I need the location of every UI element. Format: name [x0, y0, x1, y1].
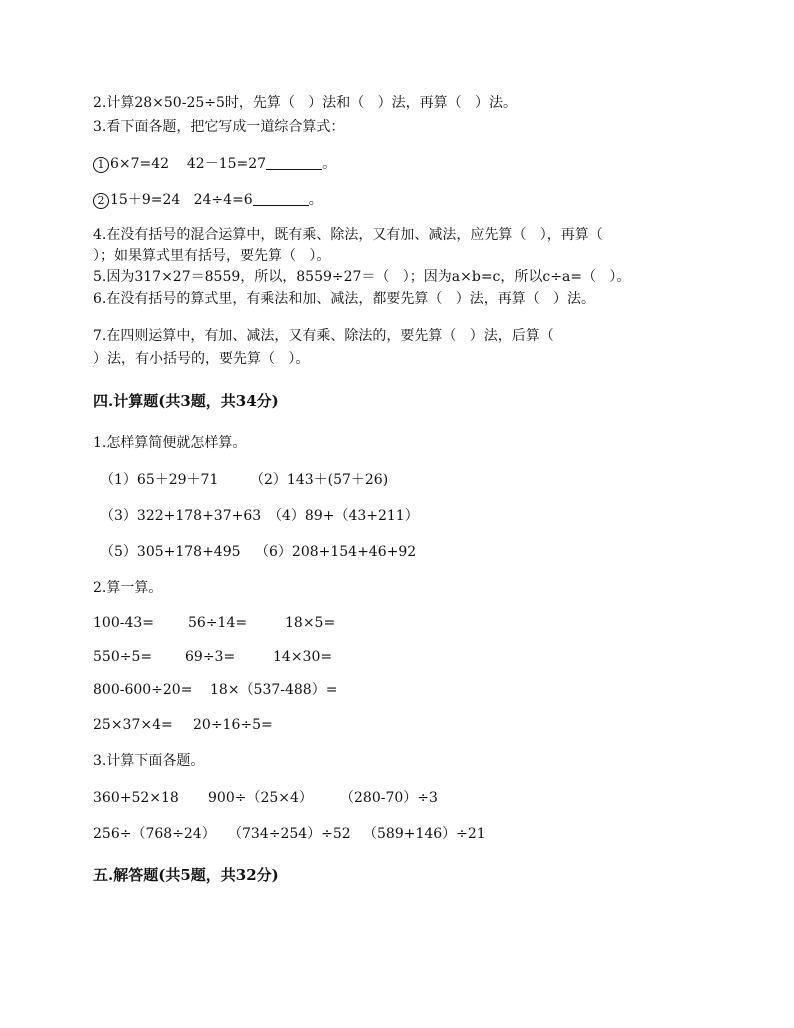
item-2-expression: 15＋9=24 24÷4=6: [110, 192, 253, 208]
question-3-3-item-2: [93, 191, 323, 209]
question-3-4-line-2: ）；如果算式里有括号，要先算（ ）。: [93, 248, 331, 264]
question-4-2-item: 800-600÷20=: [93, 682, 193, 698]
question-4-2-title: 2.算一算。: [93, 580, 163, 596]
question-4-1-item: （6）208+154+46+92: [255, 544, 417, 560]
question-3-5: 5.因为317×27＝8559，所以，8559÷27＝（ ）；因为a×b=c，所以c÷a=（ ）。: [93, 269, 631, 285]
answer-blank: [266, 155, 322, 170]
question-4-1-item: （4）89+（43+211）: [268, 508, 419, 524]
question-4-2-item: 69÷3=: [185, 649, 236, 665]
question-4-1-item: （3）322+178+37+63: [100, 508, 262, 524]
question-4-3-item: （589+146）÷21: [363, 826, 486, 842]
question-3-2: 2.计算28×50-25÷5时，先算（ ）法和（ ）法，再算（ ）法。: [93, 95, 517, 111]
section-heading-5: 五.解答题(共5题，共32分): [93, 866, 279, 884]
answer-blank: [253, 191, 309, 206]
circled-number-2: 2: [93, 193, 109, 209]
item-1-expression: 6×7=42 42－15=27: [110, 156, 267, 172]
circled-number-1: 1: [93, 157, 109, 173]
question-4-1-title: 1.怎样算简便就怎样算。: [93, 435, 247, 451]
section-heading-4: 四.计算题(共3题，共34分): [93, 392, 279, 410]
item-1-period: 。: [322, 156, 337, 172]
question-4-3-item: 256÷（768÷24）: [93, 826, 216, 842]
question-3-4-line-1: 4.在没有括号的混合运算中，既有乘、除法，又有加、减法，应先算（ ），再算（: [93, 227, 603, 243]
question-3-6: 6.在没有括号的算式里，有乘法和加、减法，都要先算（ ）法，再算（ ）法。: [93, 291, 596, 307]
question-3-3: 3.看下面各题，把它写成一道综合算式：: [93, 119, 345, 135]
question-4-2-item: 20÷16÷5=: [193, 717, 273, 733]
question-4-1-item: （5）305+178+495: [100, 544, 241, 560]
question-4-3-item: （280-70）÷3: [340, 790, 438, 806]
question-3-7-line-1: 7.在四则运算中，有加、减法，又有乘、除法的，要先算（ ）法，后算（: [93, 328, 554, 344]
question-4-3-item: （734÷254）÷52: [228, 826, 351, 842]
question-4-2-item: 100-43=: [93, 615, 154, 631]
question-3-7-line-2: ）法，有小括号的，要先算（ ）。: [93, 351, 310, 367]
question-4-2-item: 550÷5=: [93, 649, 153, 665]
question-4-2-item: 56÷14=: [188, 615, 248, 631]
question-4-1-item: （2）143＋(57＋26): [250, 472, 389, 488]
item-2-period: 。: [308, 192, 323, 208]
question-4-3-item: 360+52×18: [93, 790, 179, 806]
question-4-2-item: 18×（537-488）=: [210, 682, 338, 698]
question-4-1-item: （1）65＋29＋71: [100, 472, 219, 488]
question-4-2-item: 18×5=: [285, 615, 336, 631]
question-3-3-item-1: [93, 155, 336, 173]
question-4-2-item: 25×37×4=: [93, 717, 173, 733]
question-4-3-title: 3.计算下面各题。: [93, 753, 205, 769]
question-4-3-item: 900÷（25×4）: [208, 790, 313, 806]
question-4-2-item: 14×30=: [273, 649, 333, 665]
